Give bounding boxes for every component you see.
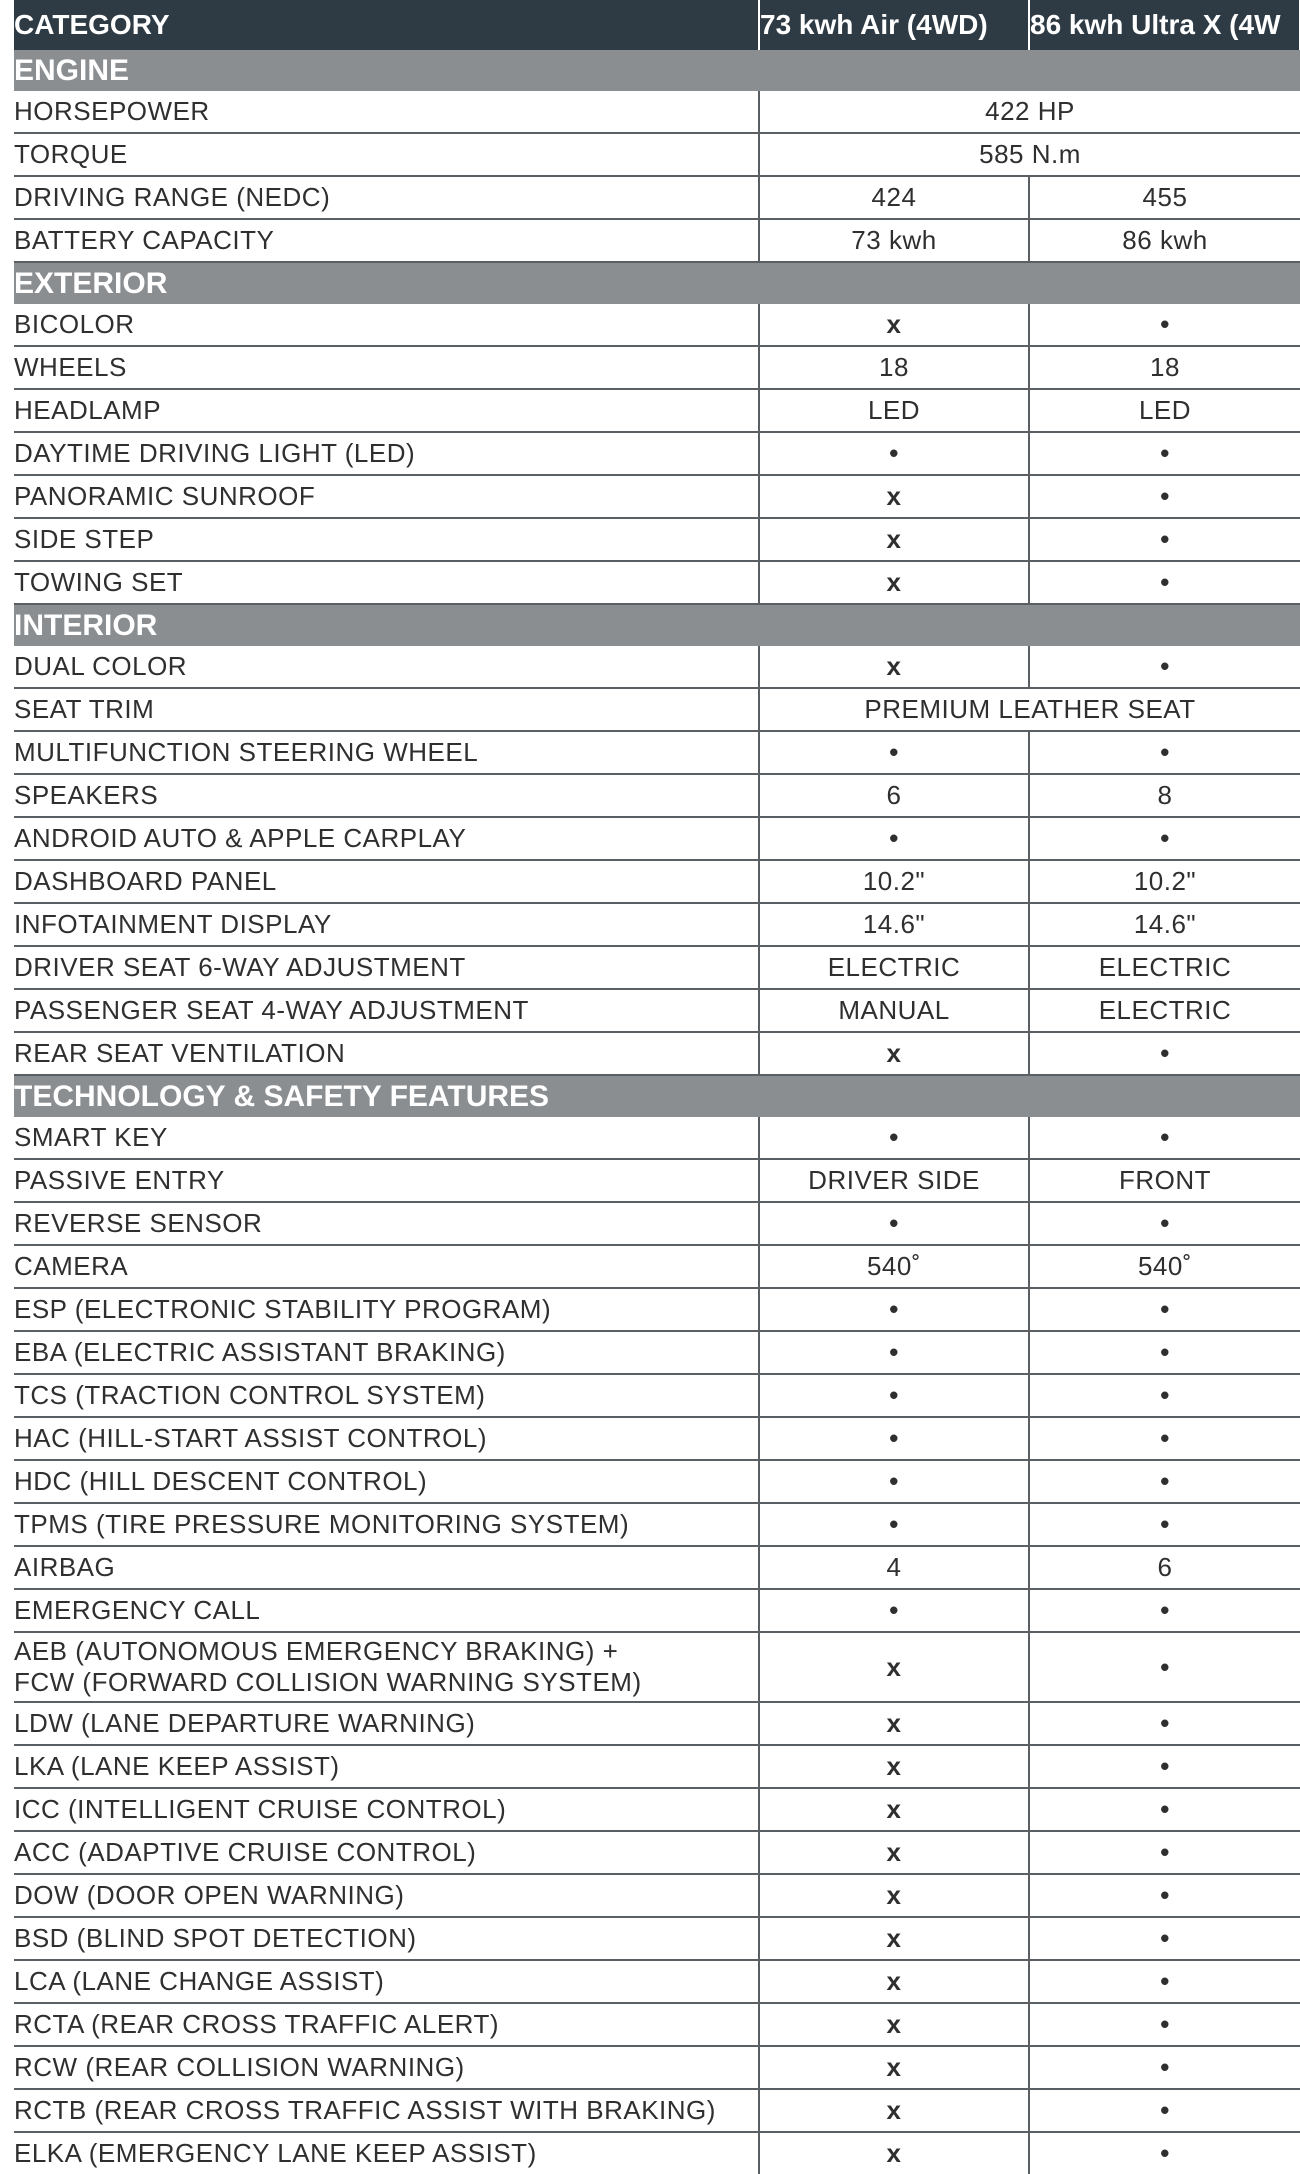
trim-2-value: • — [1029, 1874, 1300, 1917]
trim-1-value: • — [759, 817, 1029, 860]
trim-1-value: • — [759, 1503, 1029, 1546]
trim-2-value: 6 — [1029, 1546, 1300, 1589]
trim-2-value: • — [1029, 1331, 1300, 1374]
trim-1-value: x — [759, 2132, 1029, 2174]
trim-1-value: DRIVER SIDE — [759, 1159, 1029, 1202]
table-row — [14, 1960, 1300, 2003]
feature-label: DUAL COLOR — [14, 646, 759, 688]
table-row — [14, 389, 1300, 432]
column-header-category: CATEGORY — [14, 0, 759, 50]
feature-label: LKA (LANE KEEP ASSIST) — [14, 1745, 759, 1788]
feature-label: SEAT TRIM — [14, 688, 759, 731]
feature-label: SPEAKERS — [14, 774, 759, 817]
feature-label: TPMS (TIRE PRESSURE MONITORING SYSTEM) — [14, 1503, 759, 1546]
trim-1-value: x — [759, 1632, 1029, 1702]
shared-value: 585 N.m — [759, 133, 1300, 176]
trim-2-value: • — [1029, 1917, 1300, 1960]
table-row — [14, 860, 1300, 903]
feature-label: BICOLOR — [14, 304, 759, 346]
trim-2-value: 455 — [1029, 176, 1300, 219]
trim-1-value: 6 — [759, 774, 1029, 817]
feature-label: HORSEPOWER — [14, 91, 759, 133]
feature-label — [14, 1632, 759, 1702]
trim-2-value: • — [1029, 1374, 1300, 1417]
trim-2-value: • — [1029, 432, 1300, 475]
trim-1-value: x — [759, 1032, 1029, 1075]
table-row — [14, 1874, 1300, 1917]
feature-label: ACC (ADAPTIVE CRUISE CONTROL) — [14, 1831, 759, 1874]
feature-label: ESP (ELECTRONIC STABILITY PROGRAM) — [14, 1288, 759, 1331]
trim-1-value: • — [759, 1460, 1029, 1503]
trim-1-value: 10.2" — [759, 860, 1029, 903]
trim-2-value: • — [1029, 1788, 1300, 1831]
table-row — [14, 1202, 1300, 1245]
feature-label: BATTERY CAPACITY — [14, 219, 759, 262]
feature-label: LDW (LANE DEPARTURE WARNING) — [14, 1702, 759, 1745]
section-title: TECHNOLOGY & SAFETY FEATURES — [14, 1075, 1300, 1117]
table-row — [14, 1460, 1300, 1503]
section-title: EXTERIOR — [14, 262, 1300, 304]
feature-label: LCA (LANE CHANGE ASSIST) — [14, 1960, 759, 2003]
table-row — [14, 346, 1300, 389]
trim-2-value: • — [1029, 1417, 1300, 1460]
feature-label: DRIVER SEAT 6-WAY ADJUSTMENT — [14, 946, 759, 989]
feature-label-line-1: AEB (AUTONOMOUS EMERGENCY BRAKING) + — [14, 1636, 619, 1666]
trim-2-value: • — [1029, 731, 1300, 774]
section-header-row — [14, 604, 1300, 646]
header-row — [14, 0, 1300, 50]
trim-2-value: • — [1029, 1960, 1300, 2003]
section-title: ENGINE — [14, 50, 1300, 91]
feature-label: TCS (TRACTION CONTROL SYSTEM) — [14, 1374, 759, 1417]
feature-label: REAR SEAT VENTILATION — [14, 1032, 759, 1075]
trim-1-value: x — [759, 561, 1029, 604]
table-row — [14, 946, 1300, 989]
trim-2-value: • — [1029, 561, 1300, 604]
trim-2-value: ELECTRIC — [1029, 946, 1300, 989]
trim-1-value: • — [759, 1374, 1029, 1417]
feature-label: RCTB (REAR CROSS TRAFFIC ASSIST WITH BRAKING) — [14, 2089, 759, 2132]
column-header-trim-1: 73 kwh Air (4WD) — [759, 0, 1029, 50]
table-row — [14, 1159, 1300, 1202]
feature-label: CAMERA — [14, 1245, 759, 1288]
feature-label: PANORAMIC SUNROOF — [14, 475, 759, 518]
trim-2-value: 8 — [1029, 774, 1300, 817]
table-row — [14, 1632, 1300, 1702]
table-row — [14, 2089, 1300, 2132]
trim-1-value: • — [759, 1117, 1029, 1159]
feature-label: HEADLAMP — [14, 389, 759, 432]
table-row — [14, 1546, 1300, 1589]
trim-1-value: x — [759, 2046, 1029, 2089]
table-row — [14, 989, 1300, 1032]
table-row — [14, 1032, 1300, 1075]
trim-1-value: x — [759, 1874, 1029, 1917]
table-row — [14, 817, 1300, 860]
trim-2-value: 86 kwh — [1029, 219, 1300, 262]
feature-label: EBA (ELECTRIC ASSISTANT BRAKING) — [14, 1331, 759, 1374]
trim-2-value: 540˚ — [1029, 1245, 1300, 1288]
trim-1-value: • — [759, 1417, 1029, 1460]
trim-1-value: x — [759, 1745, 1029, 1788]
trim-1-value: 18 — [759, 346, 1029, 389]
trim-2-value: • — [1029, 817, 1300, 860]
table-row — [14, 304, 1300, 346]
trim-2-value: 10.2" — [1029, 860, 1300, 903]
table-row — [14, 1117, 1300, 1159]
feature-label: DOW (DOOR OPEN WARNING) — [14, 1874, 759, 1917]
table-row — [14, 731, 1300, 774]
trim-2-value: • — [1029, 2089, 1300, 2132]
trim-2-value: • — [1029, 1460, 1300, 1503]
trim-1-value: x — [759, 1917, 1029, 1960]
feature-label: ANDROID AUTO & APPLE CARPLAY — [14, 817, 759, 860]
trim-1-value: • — [759, 1288, 1029, 1331]
table-row — [14, 2003, 1300, 2046]
table-row — [14, 432, 1300, 475]
table-row — [14, 219, 1300, 262]
table-row — [14, 646, 1300, 688]
table-row — [14, 774, 1300, 817]
table-row — [14, 1831, 1300, 1874]
trim-1-value: • — [759, 1202, 1029, 1245]
trim-2-value: • — [1029, 1702, 1300, 1745]
table-row — [14, 1331, 1300, 1374]
feature-label: EMERGENCY CALL — [14, 1589, 759, 1632]
trim-1-value: x — [759, 1960, 1029, 2003]
feature-label: REVERSE SENSOR — [14, 1202, 759, 1245]
trim-1-value: MANUAL — [759, 989, 1029, 1032]
trim-1-value: x — [759, 304, 1029, 346]
trim-2-value: FRONT — [1029, 1159, 1300, 1202]
feature-label: PASSIVE ENTRY — [14, 1159, 759, 1202]
trim-2-value: • — [1029, 1745, 1300, 1788]
table-row — [14, 176, 1300, 219]
trim-2-value: • — [1029, 2003, 1300, 2046]
trim-2-value: • — [1029, 646, 1300, 688]
feature-label: SMART KEY — [14, 1117, 759, 1159]
trim-1-value: 14.6" — [759, 903, 1029, 946]
shared-value: PREMIUM LEATHER SEAT — [759, 688, 1300, 731]
trim-2-value: 18 — [1029, 346, 1300, 389]
feature-label: RCW (REAR COLLISION WARNING) — [14, 2046, 759, 2089]
trim-1-value: x — [759, 2089, 1029, 2132]
trim-2-value: • — [1029, 518, 1300, 561]
trim-1-value: • — [759, 731, 1029, 774]
feature-label: MULTIFUNCTION STEERING WHEEL — [14, 731, 759, 774]
trim-2-value: • — [1029, 1117, 1300, 1159]
table-row — [14, 1245, 1300, 1288]
section-header-row — [14, 262, 1300, 304]
trim-1-value: LED — [759, 389, 1029, 432]
trim-1-value: 540˚ — [759, 1245, 1029, 1288]
feature-label: INFOTAINMENT DISPLAY — [14, 903, 759, 946]
trim-1-value: x — [759, 1831, 1029, 1874]
trim-1-value: 73 kwh — [759, 219, 1029, 262]
feature-label: BSD (BLIND SPOT DETECTION) — [14, 1917, 759, 1960]
table-row — [14, 1788, 1300, 1831]
table-row — [14, 91, 1300, 133]
column-header-trim-2: 86 kwh Ultra X (4W — [1029, 0, 1300, 50]
feature-label: PASSENGER SEAT 4-WAY ADJUSTMENT — [14, 989, 759, 1032]
trim-2-value: • — [1029, 1288, 1300, 1331]
trim-2-value: • — [1029, 1202, 1300, 1245]
shared-value: 422 HP — [759, 91, 1300, 133]
trim-1-value: x — [759, 475, 1029, 518]
trim-1-value: x — [759, 1788, 1029, 1831]
trim-2-value: 14.6" — [1029, 903, 1300, 946]
table-row — [14, 1745, 1300, 1788]
trim-2-value: • — [1029, 304, 1300, 346]
trim-1-value: x — [759, 646, 1029, 688]
table-row — [14, 561, 1300, 604]
table-row — [14, 688, 1300, 731]
feature-label: RCTA (REAR CROSS TRAFFIC ALERT) — [14, 2003, 759, 2046]
table-row — [14, 2046, 1300, 2089]
trim-2-value: • — [1029, 1032, 1300, 1075]
trim-1-value: x — [759, 1702, 1029, 1745]
feature-label: DRIVING RANGE (NEDC) — [14, 176, 759, 219]
spec-table — [14, 0, 1300, 2174]
table-row — [14, 518, 1300, 561]
trim-2-value: • — [1160, 2138, 1170, 2168]
feature-label: HDC (HILL DESCENT CONTROL) — [14, 1460, 759, 1503]
trim-2-value: • — [1029, 1632, 1300, 1702]
trim-1-value: x — [759, 518, 1029, 561]
trim-1-value: x — [759, 2003, 1029, 2046]
feature-label: AIRBAG — [14, 1546, 759, 1589]
feature-label: DAYTIME DRIVING LIGHT (LED) — [14, 432, 759, 475]
trim-1-value: • — [759, 432, 1029, 475]
trim-2-value: ELECTRIC — [1029, 989, 1300, 1032]
feature-label: HAC (HILL-START ASSIST CONTROL) — [14, 1417, 759, 1460]
feature-label: ICC (INTELLIGENT CRUISE CONTROL) — [14, 1788, 759, 1831]
feature-label: WHEELS — [14, 346, 759, 389]
table-row — [14, 1288, 1300, 1331]
table-row — [14, 903, 1300, 946]
table-row — [14, 133, 1300, 176]
table-row — [14, 475, 1300, 518]
feature-label-line-2: FCW (FORWARD COLLISION WARNING SYSTEM) — [14, 1667, 642, 1697]
trim-1-value: • — [759, 1331, 1029, 1374]
trim-2-value: • — [1029, 1503, 1300, 1546]
trim-1-value: 424 — [759, 176, 1029, 219]
table-row — [14, 2132, 1300, 2174]
table-row — [14, 1417, 1300, 1460]
feature-label: TOWING SET — [14, 561, 759, 604]
trim-1-value: 4 — [759, 1546, 1029, 1589]
table-row — [14, 1917, 1300, 1960]
trim-1-value: ELECTRIC — [759, 946, 1029, 989]
table-row — [14, 1503, 1300, 1546]
feature-label: DASHBOARD PANEL — [14, 860, 759, 903]
trim-2-value: • — [1029, 1831, 1300, 1874]
feature-label: ELKA (EMERGENCY LANE KEEP ASSIST) — [14, 2132, 759, 2174]
trim-2-value: • — [1029, 1589, 1300, 1632]
table-row — [14, 1589, 1300, 1632]
table-row — [14, 1702, 1300, 1745]
table-row — [14, 1374, 1300, 1417]
feature-label: TORQUE — [14, 133, 759, 176]
trim-2-value: • — [1029, 475, 1300, 518]
trim-2-value: • — [1029, 2046, 1300, 2089]
section-header-row — [14, 1075, 1300, 1117]
section-header-row — [14, 50, 1300, 91]
trim-2-value: LED — [1029, 389, 1300, 432]
section-title: INTERIOR — [14, 604, 1300, 646]
trim-1-value: • — [759, 1589, 1029, 1632]
feature-label: SIDE STEP — [14, 518, 759, 561]
